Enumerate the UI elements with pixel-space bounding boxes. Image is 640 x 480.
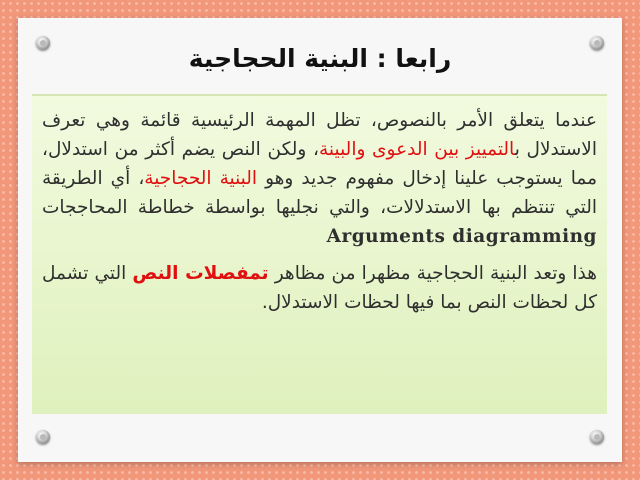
text-run: ، ولكن النص يضم أكثر من استدلال، مما يستوجب علينا إدخال مفهوم جديد وهو [42, 139, 597, 189]
highlight-claim-evidence: التمييز بين الدعوى والبينة [319, 139, 515, 160]
pin-icon [36, 430, 50, 444]
text-run: التي تشمل كل لحظات النص بما فيها لحظات الاستدلال. [42, 263, 597, 313]
highlight-text-articulations: تمفصلات النص [132, 263, 269, 284]
text-run: عندما يتعلق الأمر بالنصوص، تظل المهمة الرئيسية قائمة وهي تعرف الاستدلال ب [42, 110, 597, 160]
paragraph-2 [32, 259, 607, 317]
text-run: ، أي الطريقة التي تنتظم بها الاستدلالات، والتي نجليها بواسطة خطاطة المحاججات [42, 168, 597, 218]
highlight-argument-structure: البنية الحجاجية [144, 168, 258, 189]
latin-term: Arguments diagramming [326, 226, 597, 247]
text-run: هذا وتعد البنية الحجاجية مظهرا من مظاهر [268, 263, 597, 284]
slide-title: رابعا : البنية الحجاجية [188, 44, 452, 73]
slide-card [18, 18, 622, 462]
pin-icon [590, 430, 604, 444]
paragraph-1 [32, 96, 607, 251]
content-box [32, 94, 607, 414]
